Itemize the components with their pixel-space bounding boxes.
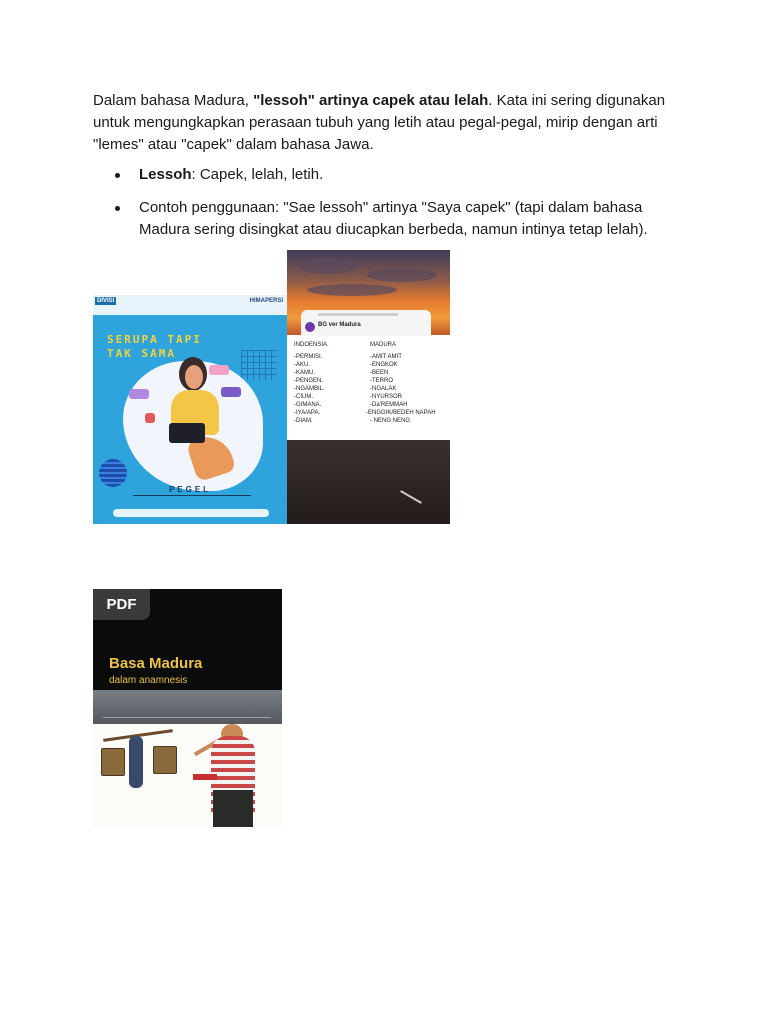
- column-header: INDOENSIA.: [294, 342, 329, 348]
- madura-vocabulary-image[interactable]: [287, 250, 450, 524]
- pdf-badge: PDF: [93, 589, 150, 620]
- vocab-cell: -NYURSOR: [370, 394, 403, 400]
- basa-madura-pdf-thumbnail[interactable]: [93, 589, 282, 827]
- poster-title-line: TAK SAMA: [107, 347, 176, 360]
- bullet-dot-icon: [115, 206, 120, 211]
- intro-text: Dalam bahasa Madura,: [93, 92, 254, 109]
- poster-org-label: HIMAPERSI: [249, 298, 283, 304]
- bullet-text: Contoh penggunaan: "Sae lessoh" artinya "Saya capek" (tapi dalam bahasa Madura sering disingkat atau diucapkan berbeda, namun intinya tetap lelah).: [139, 199, 648, 238]
- vocab-cell: -TERRO: [370, 378, 393, 384]
- vocab-cell: -PENGEN.: [294, 378, 324, 384]
- chat-bubble-icon: [221, 387, 241, 397]
- intro-bold: "lessoh" artinya capek atau lelah: [253, 92, 489, 109]
- dark-road: [287, 440, 450, 524]
- basket-right: [153, 746, 177, 774]
- poster-title-line: SERUPA TAPI: [107, 333, 202, 346]
- header-placeholder-line: [318, 313, 398, 316]
- vocab-cell: -ENGGIK/BEDEH NAPAH: [366, 410, 436, 416]
- vocab-card: [287, 322, 450, 440]
- vocab-column-indonesia: [294, 341, 329, 425]
- vocab-card-header: [301, 310, 431, 336]
- pdf-title: Basa Madura: [109, 655, 203, 672]
- bullet-item: [93, 164, 683, 186]
- red-sash: [193, 774, 217, 780]
- poster-caption: PEGEL: [168, 485, 212, 494]
- vocab-cell: -PERMISI.: [294, 354, 323, 360]
- pdf-illustration: [93, 724, 282, 827]
- vocab-cell: -NGAMBIL.: [294, 386, 325, 392]
- intro-paragraph: [93, 90, 683, 156]
- poster-footer: [113, 509, 269, 517]
- vocab-cell: -ENGKOK: [370, 362, 398, 368]
- vocab-cell: -NGALAK: [370, 386, 397, 392]
- cloud-shape: [367, 268, 437, 282]
- cloud-shape: [307, 284, 397, 296]
- vocab-cell: - NENG NENG: [370, 418, 411, 424]
- serupa-tapi-poster-image[interactable]: [93, 295, 287, 524]
- poster-division-label: DIVISI: [97, 298, 115, 304]
- vocab-cell: -IYA/APA.: [294, 410, 321, 416]
- poster-grid-decoration: [241, 350, 277, 380]
- account-name: BG ver Madura: [318, 322, 361, 328]
- vocab-cell: -Da'REMMAH: [370, 402, 408, 408]
- avatar-icon: [305, 322, 315, 332]
- column-header: MADURA: [370, 342, 397, 348]
- bullet-dot-icon: [115, 173, 120, 178]
- bullet-item: [93, 197, 683, 241]
- vendor-figure: [129, 736, 143, 788]
- vocab-cell: -AMIT AMIT: [370, 354, 402, 360]
- vocab-cell: -CIUM.: [294, 394, 313, 400]
- pdf-subtitle: dalam anamnesis: [109, 675, 188, 686]
- pdf-cover: [93, 589, 282, 690]
- poster-title: [107, 333, 202, 361]
- vocab-cell: -GIMANA.: [294, 402, 322, 408]
- poster-person-face: [185, 365, 203, 389]
- poster-divider: [133, 495, 251, 496]
- chat-bubble-icon: [129, 389, 149, 399]
- vocab-cell: -DIAM.: [294, 418, 313, 424]
- intro-rest: . Kata ini sering digunakan untuk mengungkapkan perasaan tubuh yang letih atau pegal-pegal, mirip dengan arti "lemes" atau "capek" dalam bahasa Jawa.: [93, 92, 666, 153]
- poster-phone-icon: [169, 423, 205, 443]
- basket-left: [101, 748, 125, 776]
- pdf-band-line: [103, 717, 271, 718]
- vocab-cell: -KAMU.: [294, 370, 315, 376]
- chat-bubble-icon: [209, 365, 229, 375]
- vocab-cell: -AKU.: [294, 362, 311, 368]
- black-pants: [213, 790, 253, 827]
- pdf-gray-band: [93, 690, 282, 724]
- bullet-text: : Capek, lelah, letih.: [191, 166, 324, 183]
- bullet-bold: Lessoh: [139, 166, 192, 183]
- vocab-cell: -BEEN: [370, 370, 389, 376]
- chat-bubble-icon: [145, 413, 155, 423]
- cloud-shape: [297, 258, 357, 274]
- bullet-list: [93, 164, 683, 252]
- globe-icon: [99, 459, 127, 487]
- vocab-column-madura: [366, 341, 436, 425]
